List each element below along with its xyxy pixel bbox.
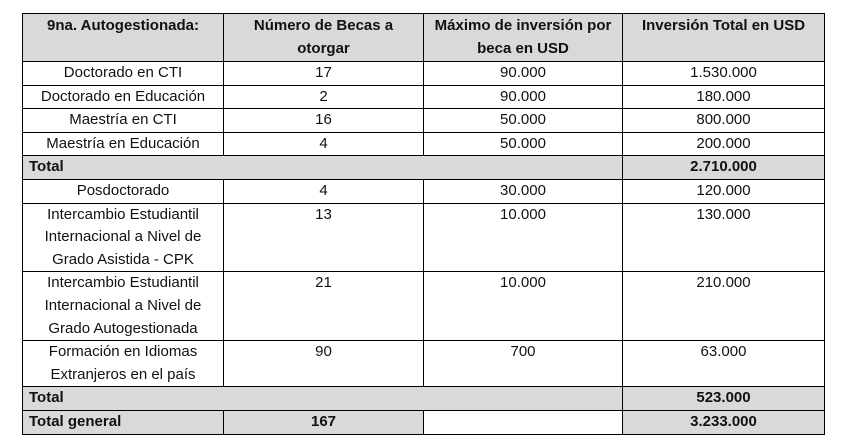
table-row	[23, 203, 825, 272]
maximo-cell: 30.000	[424, 179, 623, 203]
becas-cell: 13	[224, 203, 424, 272]
header-program: 9na. Autogestionada:	[23, 14, 224, 62]
maximo-cell: 10.000	[424, 272, 623, 341]
header-row	[23, 14, 825, 62]
maximo-cell: 50.000	[424, 109, 623, 133]
becas-cell: 4	[224, 132, 424, 156]
becas-cell: 17	[224, 62, 424, 86]
program-cell: Doctorado en Educación	[23, 85, 224, 109]
subtotal-value: 2.710.000	[623, 156, 825, 180]
grand-total-value: 3.233.000	[623, 410, 825, 434]
total-cell: 1.530.000	[623, 62, 825, 86]
maximo-cell: 90.000	[424, 85, 623, 109]
maximo-cell: 700	[424, 341, 623, 387]
grand-total-becas: 167	[224, 410, 424, 434]
total-cell: 200.000	[623, 132, 825, 156]
table-row	[23, 179, 825, 203]
total-cell: 180.000	[623, 85, 825, 109]
total-cell: 130.000	[623, 203, 825, 272]
table-row	[23, 341, 825, 387]
program-cell: Posdoctorado	[23, 179, 224, 203]
maximo-cell: 90.000	[424, 62, 623, 86]
grand-total-label: Total general	[23, 410, 224, 434]
table-row	[23, 132, 825, 156]
subtotal-row	[23, 156, 825, 180]
table-row	[23, 272, 825, 341]
subtotal-label: Total	[23, 387, 224, 411]
table-row	[23, 62, 825, 86]
becas-cell: 2	[224, 85, 424, 109]
program-cell: Intercambio Estudiantil Internacional a Nivel de Grado Autogestionada	[23, 272, 224, 341]
blank-cell	[224, 156, 424, 180]
blank-cell	[224, 387, 424, 411]
blank-cell	[424, 387, 623, 411]
grand-total-row	[23, 410, 825, 434]
maximo-cell: 10.000	[424, 203, 623, 272]
total-cell: 120.000	[623, 179, 825, 203]
becas-cell: 16	[224, 109, 424, 133]
header-becas: Número de Becas a otorgar	[224, 14, 424, 62]
blank-cell	[424, 156, 623, 180]
header-total: Inversión Total en USD	[623, 14, 825, 62]
table-row	[23, 109, 825, 133]
header-maximo: Máximo de inversión por beca en USD	[424, 14, 623, 62]
program-cell: Maestría en CTI	[23, 109, 224, 133]
maximo-cell: 50.000	[424, 132, 623, 156]
becas-cell: 90	[224, 341, 424, 387]
becas-cell: 21	[224, 272, 424, 341]
total-cell: 63.000	[623, 341, 825, 387]
program-cell: Formación en Idiomas Extranjeros en el país	[23, 341, 224, 387]
total-cell: 800.000	[623, 109, 825, 133]
subtotal-row	[23, 387, 825, 411]
program-cell: Maestría en Educación	[23, 132, 224, 156]
subtotal-label: Total	[23, 156, 224, 180]
program-cell: Intercambio Estudiantil Internacional a Nivel de Grado Asistida - CPK	[23, 203, 224, 272]
total-cell: 210.000	[623, 272, 825, 341]
becas-cell: 4	[224, 179, 424, 203]
subtotal-value: 523.000	[623, 387, 825, 411]
becas-table	[22, 13, 825, 435]
table-row	[23, 85, 825, 109]
blank-cell	[424, 410, 623, 434]
program-cell: Doctorado en CTI	[23, 62, 224, 86]
